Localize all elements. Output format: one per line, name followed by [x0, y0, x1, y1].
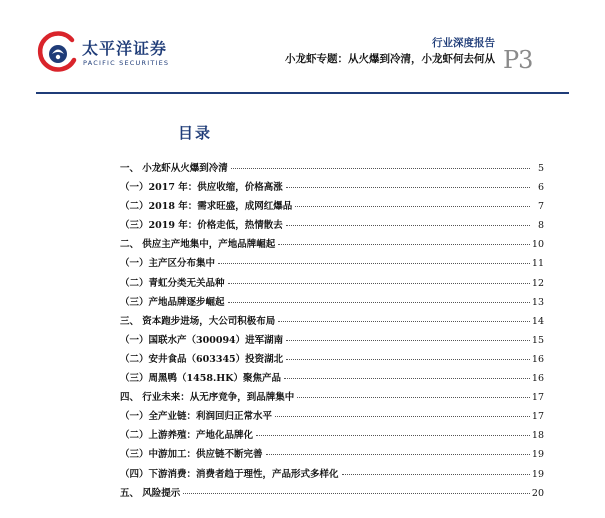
toc-entry[interactable] — [120, 446, 544, 465]
toc-entry[interactable] — [120, 351, 544, 370]
toc-entry-page[interactable]: 5 — [537, 163, 544, 174]
toc-dot-leader — [256, 435, 530, 436]
toc-entry-text[interactable]: （二）上游养殖：产地化品牌化 — [120, 430, 254, 442]
toc-entry-text[interactable]: （三）产地品牌逐步崛起 — [120, 296, 225, 308]
toc-dot-leader — [286, 225, 530, 226]
toc-dot-leader — [183, 493, 530, 494]
toc-entry[interactable] — [120, 427, 544, 446]
toc-dot-leader — [297, 397, 530, 398]
toc-entry-page[interactable]: 19 — [531, 468, 544, 480]
toc-entry-page[interactable]: 14 — [531, 315, 544, 327]
report-subtitle: 小龙虾专题：从火爆到冷清，小龙虾何去何从 — [285, 53, 495, 65]
toc-dot-leader — [278, 244, 530, 245]
toc-entry-text[interactable]: 一、 小龙虾从火爆到冷清 — [120, 163, 228, 174]
toc-entry-page[interactable]: 18 — [531, 430, 544, 442]
toc-entry[interactable] — [120, 485, 544, 504]
toc-title: 目录 — [178, 124, 213, 142]
toc-entry-text[interactable]: （三）周黑鸭（1458.HK）聚焦产品 — [120, 373, 281, 385]
pacific-securities-logo-icon — [36, 30, 80, 74]
toc-entry-page[interactable]: 17 — [531, 411, 544, 423]
toc-entry-page[interactable]: 16 — [531, 353, 544, 365]
toc-entry-page[interactable]: 8 — [537, 220, 544, 232]
toc-entry[interactable] — [120, 466, 544, 485]
toc-dot-leader — [275, 416, 530, 417]
toc-dot-leader — [286, 359, 530, 360]
toc-entry[interactable] — [120, 198, 544, 217]
toc-entry-page[interactable]: 7 — [537, 201, 544, 213]
toc-entry-text[interactable]: （一）全产业链：利润回归正常水平 — [120, 411, 273, 423]
toc-entry[interactable] — [120, 275, 544, 294]
toc-entry[interactable] — [120, 370, 544, 389]
toc-entry[interactable] — [120, 408, 544, 427]
toc-dot-leader — [228, 283, 530, 284]
toc-entry[interactable] — [120, 313, 544, 332]
toc-entry[interactable] — [120, 389, 544, 408]
toc-entry-text[interactable]: （二）安井食品（603345）投资湖北 — [120, 353, 284, 365]
toc-dot-leader — [278, 321, 530, 322]
toc-entry-text[interactable]: （二）青虹分类无关品种 — [120, 277, 225, 289]
toc-entry[interactable] — [120, 236, 544, 255]
toc-entry-page[interactable]: 20 — [531, 487, 544, 499]
brand-logo — [36, 30, 186, 74]
toc-entry-text[interactable]: （三）2019 年：价格走低，热情散去 — [120, 220, 283, 232]
toc-entry-text[interactable]: （一）国联水产（300094）进军湖南 — [120, 334, 284, 346]
toc-dot-leader — [228, 302, 530, 303]
toc-dot-leader — [286, 187, 530, 188]
toc-entry-page[interactable]: 13 — [531, 296, 544, 308]
brand-name-en: PACIFIC SECURITIES — [83, 59, 170, 67]
toc-entry-text[interactable]: 二、 供应主产地集中，产地品牌崛起 — [120, 239, 276, 251]
toc-entry[interactable] — [120, 179, 544, 198]
toc-entry-text[interactable]: 四、 行业未来：从无序竞争，到品牌集中 — [120, 392, 295, 404]
toc-entry[interactable] — [120, 294, 544, 313]
toc-dot-leader — [342, 474, 530, 475]
toc-entry-page[interactable]: 19 — [531, 449, 544, 461]
toc-entry[interactable] — [120, 217, 544, 236]
toc-entry-page[interactable]: 17 — [531, 392, 544, 404]
toc-entry-page[interactable]: 12 — [531, 277, 544, 289]
toc-dot-leader — [231, 168, 530, 169]
toc-entry-page[interactable]: 11 — [531, 258, 544, 270]
toc-entry[interactable] — [120, 160, 544, 179]
toc-entry-text[interactable]: （三）中游加工：供应链不断完善 — [120, 449, 263, 461]
page-number: P3 — [503, 46, 533, 74]
toc-dot-leader — [286, 340, 530, 341]
toc-entry[interactable] — [120, 255, 544, 274]
header-divider — [36, 92, 569, 94]
toc-entry-text[interactable]: 五、 风险提示 — [120, 487, 181, 499]
toc-entry-page[interactable]: 15 — [531, 334, 544, 346]
toc-entry-page[interactable]: 10 — [531, 239, 544, 251]
toc-dot-leader — [295, 206, 530, 207]
toc-entry-text[interactable]: （一）2017 年：供应收缩，价格高涨 — [120, 182, 283, 194]
toc-entry[interactable] — [120, 332, 544, 351]
toc-dot-leader — [266, 454, 530, 455]
toc-entry-text[interactable]: 三、 资本跑步进场，大公司积极布局 — [120, 315, 276, 327]
brand-name-cn: 太平洋证券 — [82, 39, 168, 58]
toc-entry-text[interactable]: （一）主产区分布集中 — [120, 258, 216, 270]
toc-entry-page[interactable]: 16 — [531, 373, 544, 385]
toc-dot-leader — [218, 263, 530, 264]
toc-entry-text[interactable]: （二）2018 年：需求旺盛，成网红爆品 — [120, 201, 293, 213]
toc-dot-leader — [284, 378, 530, 379]
toc-entry-page[interactable]: 6 — [537, 182, 544, 194]
toc-list — [120, 160, 544, 504]
toc-entry-text[interactable]: （四）下游消费：消费者趋于理性，产品形式多样化 — [120, 468, 339, 480]
report-type: 行业深度报告 — [432, 37, 495, 49]
